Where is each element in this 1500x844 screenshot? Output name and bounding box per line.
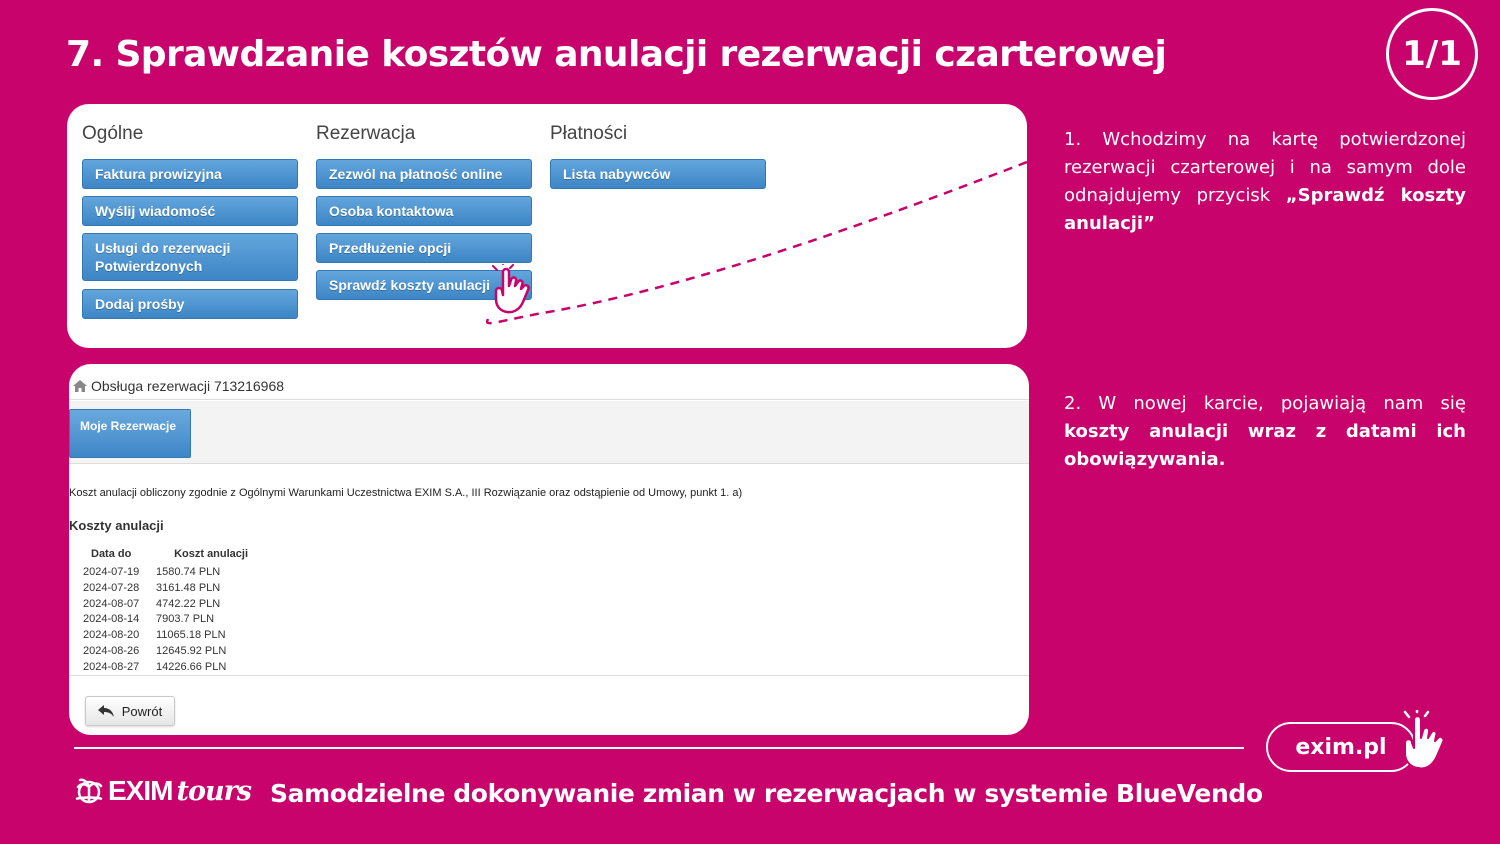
invoice-commission-button[interactable]: Faktura prowizyjna [82, 159, 298, 189]
breadcrumb [69, 364, 1029, 400]
cancellation-costs-panel [69, 364, 1029, 735]
cell-date: 2024-08-20 [83, 629, 140, 642]
table-row [83, 613, 248, 629]
back-button[interactable] [85, 696, 175, 726]
cell-cost: 7903.7 PLN [156, 613, 215, 626]
column-header-date: Data do [91, 548, 132, 560]
cancellation-costs-table [83, 548, 248, 677]
my-reservations-button[interactable]: Moje Rezerwacje [69, 409, 191, 458]
cell-date: 2024-07-28 [83, 581, 140, 594]
exim-tours-logo [74, 775, 251, 807]
step-2-bold: koszty anulacji wraz z datami ich obowiązywania. [1064, 421, 1466, 470]
confirmed-services-button[interactable]: Usługi do rezerwacji Potwierdzonych [82, 233, 298, 281]
back-arrow-icon [98, 705, 114, 717]
step-2-text: 2. W nowej karcie, pojawiają nam się [1064, 393, 1466, 414]
extend-option-button[interactable]: Przedłużenie opcji [316, 233, 532, 263]
cell-cost: 14226.66 PLN [156, 660, 227, 673]
table-row [83, 645, 248, 661]
cell-cost: 4742.22 PLN [156, 597, 221, 610]
panel-footer [69, 675, 1029, 735]
cell-date: 2024-08-26 [83, 644, 140, 657]
menu-heading-general: Ogólne [82, 123, 144, 144]
reservation-menu-panel [67, 104, 1027, 348]
website-link[interactable]: exim.pl [1266, 722, 1416, 772]
buyers-list-button[interactable]: Lista nabywców [550, 159, 766, 189]
table-row [83, 582, 248, 598]
column-header-cost: Koszt anulacji [174, 548, 249, 560]
cell-cost: 11065.18 PLN [156, 629, 226, 642]
back-button-label: Powrót [121, 703, 163, 719]
palm-sun-icon [74, 777, 104, 805]
footer-tagline: Samodzielne dokonywanie zmian w rezerwacjach w systemie BlueVendo [270, 779, 1263, 808]
slide-title: 7. Sprawdzanie kosztów anulacji rezerwacji czarterowej [66, 34, 1167, 75]
check-cancellation-costs-button[interactable]: Sprawdź koszty anulacji [316, 270, 532, 300]
home-icon[interactable] [73, 380, 87, 392]
cell-date: 2024-08-14 [83, 613, 140, 626]
costs-heading: Koszty anulacji [69, 518, 164, 533]
cell-date: 2024-07-19 [83, 566, 140, 578]
footer-divider [74, 747, 1244, 749]
contact-person-button[interactable]: Osoba kontaktowa [316, 196, 532, 226]
breadcrumb-label: Obsługa rezerwacji 713216968 [91, 377, 285, 394]
hand-cursor-icon [491, 264, 539, 316]
step-1-bold: „Sprawdź koszty anulacji” [1064, 185, 1467, 234]
cancellation-note: Koszt anulacji obliczony zgodnie z Ogólnymi Warunkami Uczestnictwa EXIM S.A., III Rozwiązanie oraz odstąpienie od Umowy, punkt 1. a) [69, 487, 743, 499]
table-row [83, 629, 248, 645]
add-requests-button[interactable]: Dodaj prośby [82, 289, 298, 319]
page-indicator: 1/1 [1386, 8, 1478, 100]
menu-heading-payments: Płatności [550, 123, 628, 144]
cell-cost: 1580.74 PLN [156, 566, 221, 578]
step-1-instruction [1064, 126, 1466, 238]
send-message-button[interactable]: Wyślij wiadomość [82, 196, 298, 226]
cell-cost: 3161.48 PLN [156, 581, 221, 594]
logo-script-text: tours [176, 775, 252, 807]
table-row [83, 566, 248, 582]
toolbar [69, 401, 1029, 464]
cell-cost: 12645.92 PLN [156, 644, 227, 657]
cell-date: 2024-08-07 [83, 597, 140, 610]
menu-heading-reservation: Rezerwacja [316, 123, 416, 144]
hand-pointer-icon [1400, 710, 1448, 772]
step-1-text: 1. Wchodzimy na kartę potwierdzonej rezerwacji czarterowej i na samym dole odnajdujemy przycisk [1064, 129, 1466, 206]
allow-online-payment-button[interactable]: Zezwól na płatność online [316, 159, 532, 189]
table-row [83, 598, 248, 614]
logo-main-text: EXIM [108, 775, 173, 806]
step-2-instruction [1064, 390, 1466, 474]
table-header [83, 548, 248, 566]
cell-date: 2024-08-27 [83, 660, 140, 673]
